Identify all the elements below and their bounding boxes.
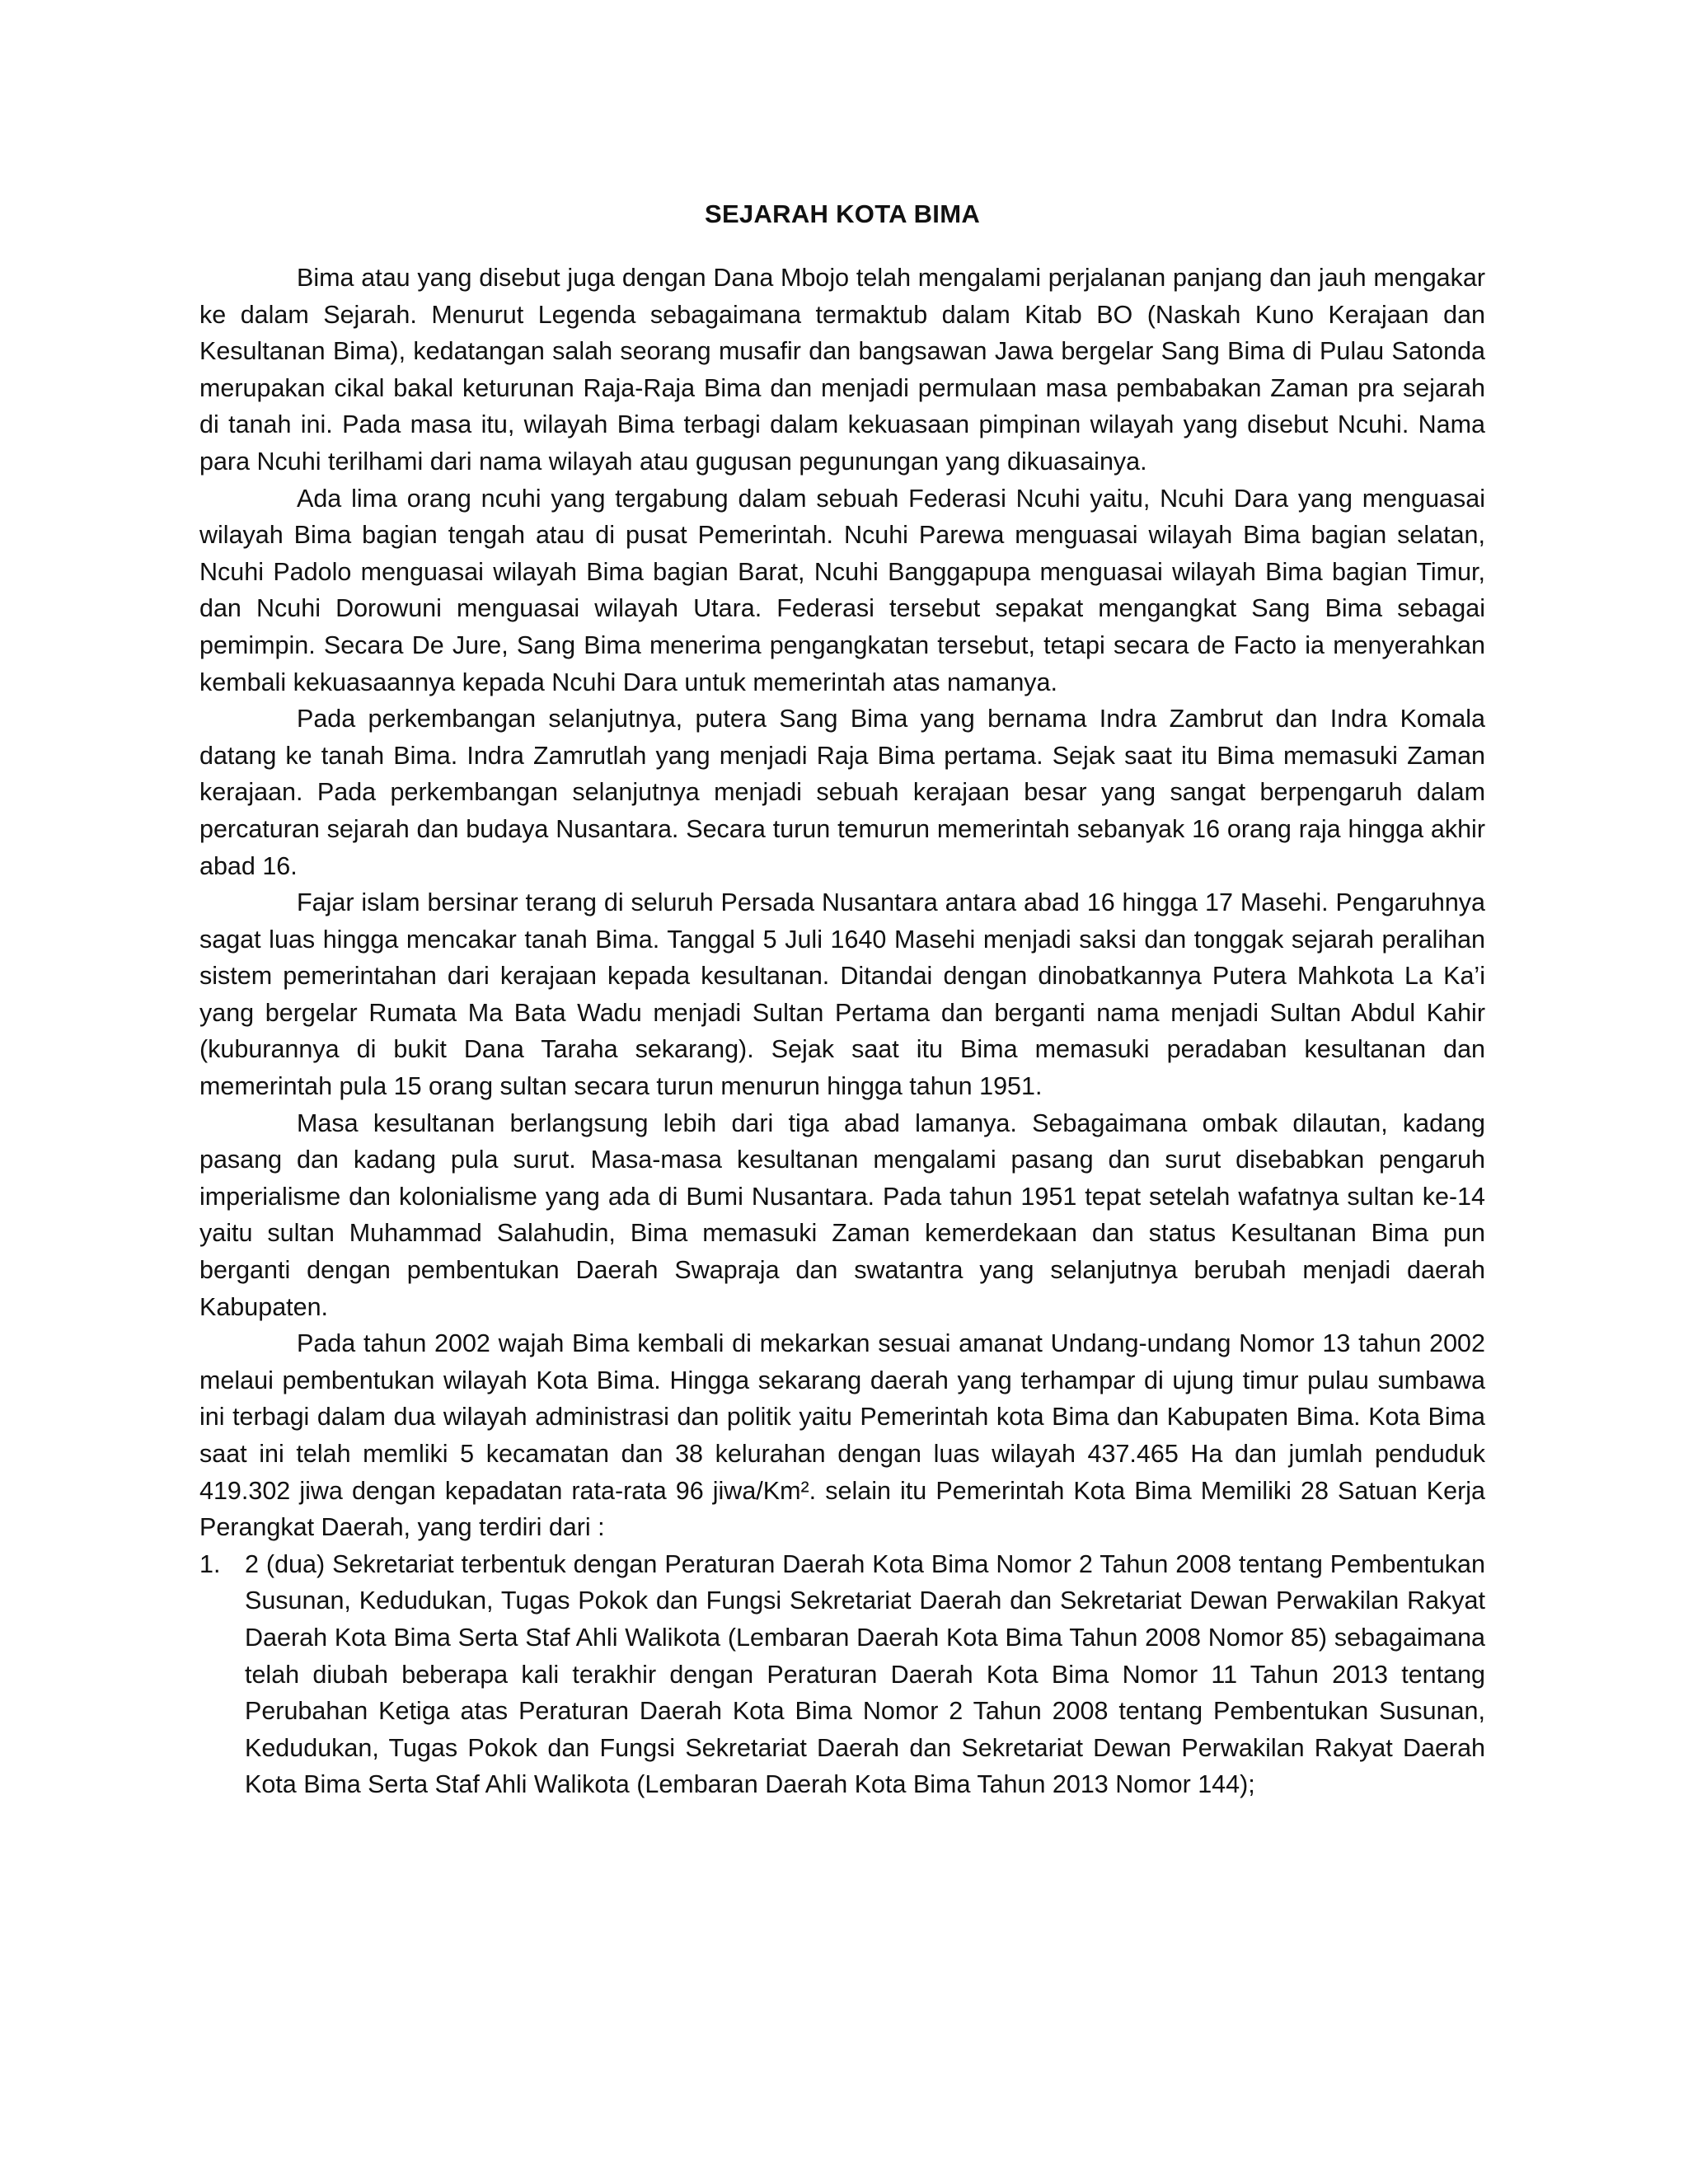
- numbered-list: [199, 1546, 1485, 1803]
- document-body: [199, 196, 1485, 1803]
- paragraph-federasi-ncuhi: Ada lima orang ncuhi yang tergabung dalam sebuah Federasi Ncuhi yaitu, Ncuhi Dara yang menguasai wilayah Bima bagian tengah atau di pusat Pemerintah. Ncuhi Parewa menguasai wilayah Bima bagian selatan, Ncuhi Padolo menguasai wilayah Bima bagian Barat, Ncuhi Banggapupa menguasai wilayah Bima bagian Timur, dan Ncuhi Dorowuni menguasai wilayah Utara. Federasi tersebut sepakat mengangkat Sang Bima sebagai pemimpin. Secara De Jure, Sang Bima menerima pengangkatan tersebut, tetapi secara de Facto ia menyerahkan kembali kekuasaannya kepada Ncuhi Dara untuk memerintah atas namanya.: [199, 484, 1485, 696]
- paragraph-kesultanan: Fajar islam bersinar terang di seluruh Persada Nusantara antara abad 16 hingga 17 Masehi. Pengaruhnya sagat luas hingga mencakar tanah Bima. Tanggal 5 Juli 1640 Masehi menjadi saksi dan tonggak sejarah peralihan sistem pemerintahan dari kerajaan kepada kesultanan. Ditandai dengan dinobatkannya Putera Mahkota La Ka’i yang bergelar Rumata Ma Bata Wadu menjadi Sultan Pertama dan berganti nama menjadi Sultan Abdul Kahir (kuburannya di bukit Dana Taraha sekarang). Sejak saat itu Bima memasuki peradaban kesultanan dan memerintah pula 15 orang sultan secara turun menurun hingga tahun 1951.: [199, 888, 1485, 1101]
- paragraph-zaman-kerajaan: Pada perkembangan selanjutnya, putera Sang Bima yang bernama Indra Zambrut dan Indra Komala datang ke tanah Bima. Indra Zamrutlah yang menjadi Raja Bima pertama. Sejak saat itu Bima memasuki Zaman kerajaan. Pada perkembangan selanjutnya menjadi sebuah kerajaan besar yang sangat berpengaruh dalam percaturan sejarah dan budaya Nusantara. Secara turun temurun memerintah sebanyak 16 orang raja hingga akhir abad 16.: [199, 705, 1485, 880]
- paragraph-masa-kesultanan: Masa kesultanan berlangsung lebih dari tiga abad lamanya. Sebagaimana ombak dilautan, kadang pasang dan kadang pula surut. Masa-masa kesultanan mengalami pasang dan surut disebabkan pengaruh imperialisme dan kolonialisme yang ada di Bumi Nusantara. Pada tahun 1951 tepat setelah wafatnya sultan ke-14 yaitu sultan Muhammad Salahudin, Bima memasuki Zaman kemerdekaan dan status Kesultanan Bima pun berganti dengan pembentukan Daerah Swapraja dan swatantra yang selanjutnya berubah menjadi daerah Kabupaten.: [199, 1108, 1485, 1321]
- list-item-number: 1.: [199, 1549, 221, 1578]
- list-item: [199, 1546, 1485, 1803]
- document-title: SEJARAH KOTA BIMA: [704, 199, 981, 228]
- paragraph-kota-bima: Pada tahun 2002 wajah Bima kembali di mekarkan sesuai amanat Undang-undang Nomor 13 tahun 2002 melaui pembentukan wilayah Kota Bima. Hingga sekarang daerah yang terhampar di ujung timur pulau sumbawa ini terbagi dalam dua wilayah administrasi dan politik yaitu Pemerintah kota Bima dan Kabupaten Bima. Kota Bima saat ini telah memliki 5 kecamatan dan 38 kelurahan dengan luas wilayah 437.465 Ha dan jumlah penduduk 419.302 jiwa dengan kepadatan rata-rata 96 jiwa/Km². selain itu Pemerintah Kota Bima Memiliki 28 Satuan Kerja Perangkat Daerah, yang terdiri dari :: [199, 1329, 1485, 1542]
- list-item-text: 2 (dua) Sekretariat terbentuk dengan Peraturan Daerah Kota Bima Nomor 2 Tahun 2008 tentang Pembentukan Susunan, Kedudukan, Tugas Pokok dan Fungsi Sekretariat Daerah dan Sekretariat Dewan Perwakilan Rakyat Daerah Kota Bima Serta Staf Ahli Walikota (Lembaran Daerah Kota Bima Tahun 2008 Nomor 85) sebagaimana telah diubah beberapa kali terakhir dengan Peraturan Daerah Kota Bima Nomor 11 Tahun 2013 tentang Perubahan Ketiga atas Peraturan Daerah Kota Bima Nomor 2 Tahun 2008 tentang Pembentukan Susunan, Kedudukan, Tugas Pokok dan Fungsi Sekretariat Daerah dan Sekretariat Dewan Perwakilan Rakyat Daerah Kota Bima Serta Staf Ahli Walikota (Lembaran Daerah Kota Bima Tahun 2013 Nomor 144);: [245, 1549, 1485, 1799]
- paragraph-legend: Bima atau yang disebut juga dengan Dana Mbojo telah mengalami perjalanan panjang dan jauh mengakar ke dalam Sejarah. Menurut Legenda sebagaimana termaktub dalam Kitab BO (Naskah Kuno Kerajaan dan Kesultanan Bima), kedatangan salah seorang musafir dan bangsawan Jawa bergelar Sang Bima di Pulau Satonda merupakan cikal bakal keturunan Raja-Raja Bima dan menjadi permulaan masa pembabakan Zaman pra sejarah di tanah ini. Pada masa itu, wilayah Bima terbagi dalam kekuasaan pimpinan wilayah yang disebut Ncuhi. Nama para Ncuhi terilhami dari nama wilayah atau gugusan pegunungan yang dikuasainya.: [199, 264, 1485, 476]
